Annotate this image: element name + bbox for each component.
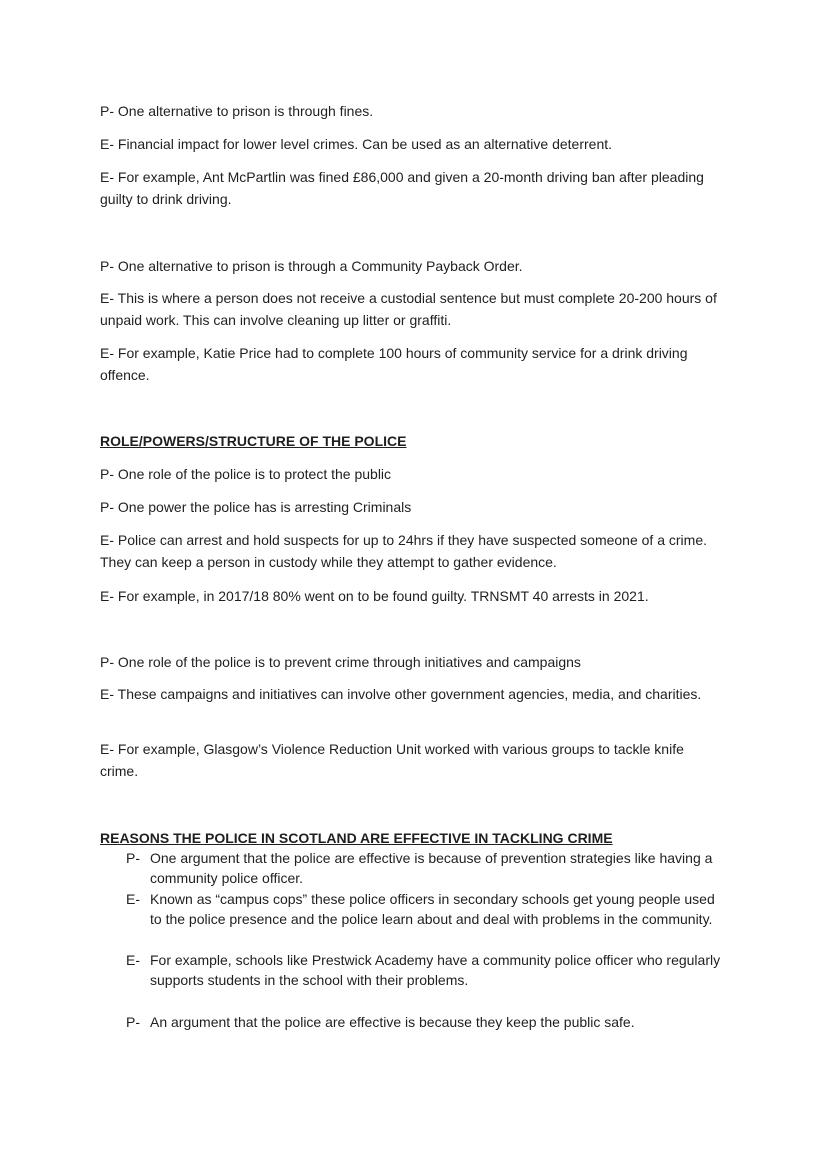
point-protect-public: P- One role of the police is to protect the public xyxy=(100,466,392,482)
list-item-text: An argument that the police are effective is because they keep the public safe. xyxy=(150,1014,635,1030)
point-fines: P- One alternative to prison is through fines. xyxy=(100,103,374,119)
list-item xyxy=(126,950,726,990)
list-marker: P- xyxy=(126,850,140,866)
list-item-text: For example, schools like Prestwick Academy have a community police officer who regularly supports students in the school with their problems. xyxy=(150,952,721,988)
example-fines: E- For example, Ant McPartlin was fined £86,000 and given a 20-month driving ban after pleading guilty to drink driving. xyxy=(100,169,704,207)
list-marker: P- xyxy=(126,1014,140,1030)
list-item-text: Known as “campus cops” these police officers in secondary schools get young people used to the police presence and the police learn about and deal with problems in the community. xyxy=(150,891,715,927)
explanation-prevent-crime: E- These campaigns and initiatives can involve other government agencies, media, and charities. xyxy=(100,686,702,702)
list-item xyxy=(126,848,726,888)
explanation-arresting: E- Police can arrest and hold suspects for up to 24hrs if they have suspected someone of a crime. They can keep a person in custody while they attempt to gather evidence. xyxy=(100,532,707,570)
list-marker: E- xyxy=(126,952,140,968)
explanation-fines: E- Financial impact for lower level crimes. Can be used as an alternative deterrent. xyxy=(100,136,613,152)
list-item xyxy=(126,1012,726,1032)
point-prevent-crime: P- One role of the police is to prevent crime through initiatives and campaigns xyxy=(100,654,581,670)
list-item xyxy=(126,889,726,929)
example-community-payback: E- For example, Katie Price had to complete 100 hours of community service for a drink driving offence. xyxy=(100,345,688,383)
point-community-payback: P- One alternative to prison is through a Community Payback Order. xyxy=(100,258,523,274)
example-arresting: E- For example, in 2017/18 80% went on to be found guilty. TRNSMT 40 arrests in 2021. xyxy=(100,588,649,604)
explanation-community-payback: E- This is where a person does not receive a custodial sentence but must complete 20-200 hours of unpaid work. This can involve cleaning up litter or graffiti. xyxy=(100,290,717,328)
list-item-text: One argument that the police are effective is because of prevention strategies like having a community police officer. xyxy=(150,850,713,886)
example-prevent-crime: E- For example, Glasgow’s Violence Reduction Unit worked with various groups to tackle knife crime. xyxy=(100,741,684,779)
section-heading-police-role: ROLE/POWERS/STRUCTURE OF THE POLICE xyxy=(100,433,407,449)
list-marker: E- xyxy=(126,891,140,907)
section-heading-effective: REASONS THE POLICE IN SCOTLAND ARE EFFECTIVE IN TACKLING CRIME xyxy=(100,830,613,846)
point-arresting: P- One power the police has is arresting Criminals xyxy=(100,499,412,515)
